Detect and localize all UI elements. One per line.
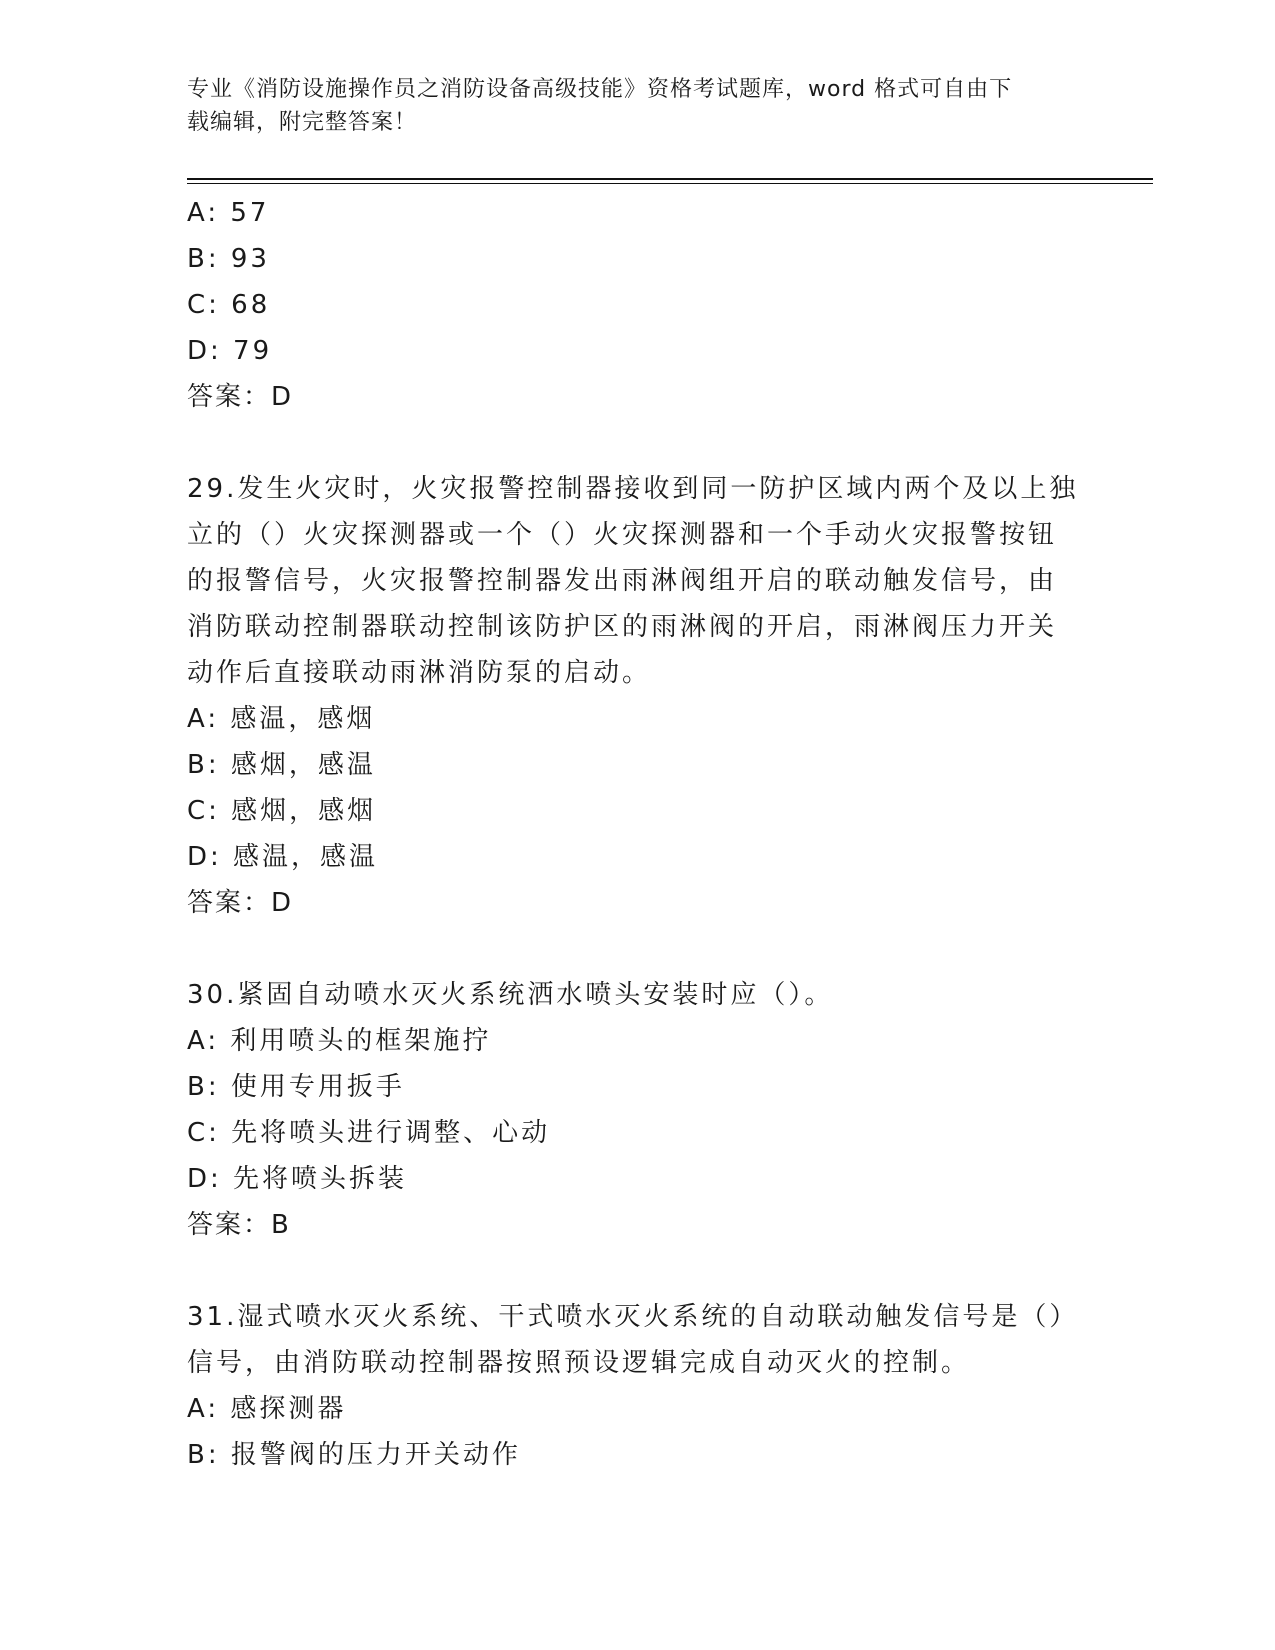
- header-divider: [187, 178, 1153, 180]
- question-stem-line: 动作后直接联动雨淋消防泵的启动。: [187, 658, 652, 688]
- header-line-1: 专业《消防设施操作员之消防设备高级技能》资格考试题库，word 格式可自由下: [187, 77, 1013, 102]
- question-stem-line: 信号，由消防联动控制器按照预设逻辑完成自动灭火的控制。: [187, 1348, 971, 1378]
- option-c: C: 感烟，感烟: [187, 796, 377, 826]
- answer: 答案：D: [187, 382, 294, 412]
- option-a: A: 57: [187, 198, 270, 228]
- question-stem-line: 30.紧固自动喷水灭火系统洒水喷头安装时应（）。: [187, 980, 834, 1010]
- option-b: B: 报警阀的压力开关动作: [187, 1440, 521, 1470]
- option-b: B: 93: [187, 244, 270, 274]
- question-stem-line: 消防联动控制器联动控制该防护区的雨淋阀的开启，雨淋阀压力开关: [187, 612, 1058, 642]
- question-28-tail: [187, 190, 1087, 420]
- question-stem-line: 31.湿式喷水灭火系统、干式喷水灭火系统的自动联动触发信号是（）: [187, 1302, 1079, 1332]
- option-a: A: 利用喷头的框架施拧: [187, 1026, 492, 1056]
- answer: 答案：D: [187, 888, 294, 918]
- option-b: B: 感烟，感温: [187, 750, 376, 780]
- header-line-2: 载编辑，附完整答案！: [187, 110, 418, 135]
- option-a: A: 感探测器: [187, 1394, 347, 1424]
- option-d: D: 79: [187, 336, 273, 366]
- option-b: B: 使用专用扳手: [187, 1072, 405, 1102]
- option-d: D: 先将喷头拆装: [187, 1164, 408, 1194]
- question-stem-line: 立的（）火灾探测器或一个（）火灾探测器和一个手动火灾报警按钮: [187, 520, 1058, 550]
- option-a: A: 感温，感烟: [187, 704, 376, 734]
- question-31: [187, 1294, 1087, 1478]
- question-content: [187, 190, 1087, 1478]
- header-divider-thin: [187, 183, 1153, 184]
- question-stem-line: 29.发生火灾时，火灾报警控制器接收到同一防护区域内两个及以上独: [187, 474, 1079, 504]
- answer: 答案：B: [187, 1210, 291, 1240]
- question-30: [187, 972, 1087, 1248]
- option-d: D: 感温，感温: [187, 842, 379, 872]
- question-stem-line: 的报警信号，火灾报警控制器发出雨淋阀组开启的联动触发信号，由: [187, 566, 1058, 596]
- option-c: C: 68: [187, 290, 271, 320]
- option-c: C: 先将喷头进行调整、心动: [187, 1118, 551, 1148]
- question-29: [187, 466, 1087, 926]
- document-header: [187, 73, 1087, 139]
